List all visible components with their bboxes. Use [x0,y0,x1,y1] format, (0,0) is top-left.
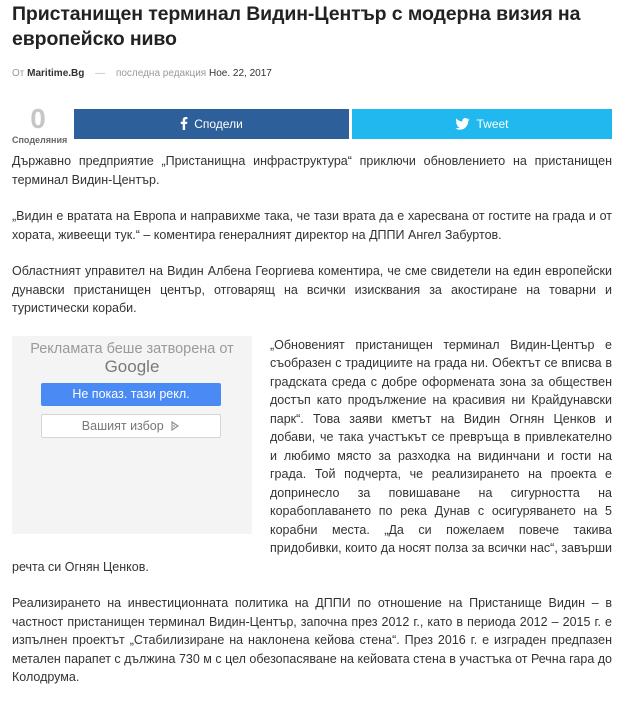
share-count-label: Споделяния [12,135,68,145]
article-paragraph: Областният управител на Видин Албена Георгиева коментира, че сме свидетели на един европейски дунавски пристанищен център, отговарящ на всички изисквания за акостиране на товарни и туристически кораби. [12,264,612,315]
article-paragraph: Държавно предприятие „Пристанищна инфраструктура“ приключи обновлението на пристанищен терминал Видин-Център. [12,154,612,187]
twitter-share-label: Tweet [476,117,509,131]
article-body [12,152,612,705]
twitter-share-button[interactable] [352,109,612,139]
edited-label: последна редакция [115,68,207,79]
twitter-icon [455,118,470,130]
meta-separator: — [95,68,106,79]
ad-closed-box [12,336,252,534]
adchoices-icon [170,421,180,431]
facebook-icon [180,117,188,130]
ad-closed-text: Рекламата беше затворена от [30,340,234,357]
article-meta [12,66,272,82]
share-bar [12,104,612,144]
author-link[interactable]: Maritime.Bg [27,68,85,79]
share-count: 0 [30,103,46,134]
ad-choice-label: Вашият избор [81,418,164,433]
stop-ad-button[interactable]: Не показ. тази рекл. [41,383,221,406]
ad-choice-button[interactable] [41,414,221,438]
edit-date: Ное. 22, 2017 [208,68,272,79]
facebook-share-button[interactable] [74,109,349,139]
facebook-share-label: Сподели [194,117,243,131]
google-logo: Google [104,356,160,376]
article-paragraph: „Видин е вратата на Европа и направихме така, че тази врата да е харесвана от гостите на града и от хората, живеещи тук.“ – коментира генералният директор на ДППИ Ангел Забуртов. [12,209,612,242]
article-paragraph: Реализирането на инвестиционната политика на ДППИ по отношение на Пристанище Видин – в частност пристанищен терминал Видин-Център, започна през 2012 г., като в периода 2012 – 2015 г. е изпълнен проектът „Стабилизиране на наклонена кейова стена“. През 2016 г. е изграден предпазен метален парапет с дължина 730 м с цел обезопасяване на кейовата стена в участъка от Речна гара до Колодрума. [12,596,612,684]
share-counter [12,103,68,146]
by-label: От [12,68,25,79]
article-paragraph: „Обновеният пристанищен терминал Видин-Център е съобразен с традициите на града ни. Обектът се вписва в градската среда с добре оформената зона за обществен достъп като продължение на красивия ни Крайдунавски парк“. Това заяви кметът на Видин Огнян Ценков и добави, че така участъкът се превръща в привлекателно и любимо място за разходка на видинчани и гости на града. Той подчерта, че реализирането на проекта е допринесло за повишаване на сигурността на корабоплаването по река Дунав с осигуряването на 5 корабни места. „Да си пожелаем повече такива придобивки, които да носят полза за всички нас“, завърши речта си Огнян Ценков. [12,337,612,574]
article-title: Пристанищен терминал Видин-Център с модерна визия на европейско ниво [12,3,581,50]
